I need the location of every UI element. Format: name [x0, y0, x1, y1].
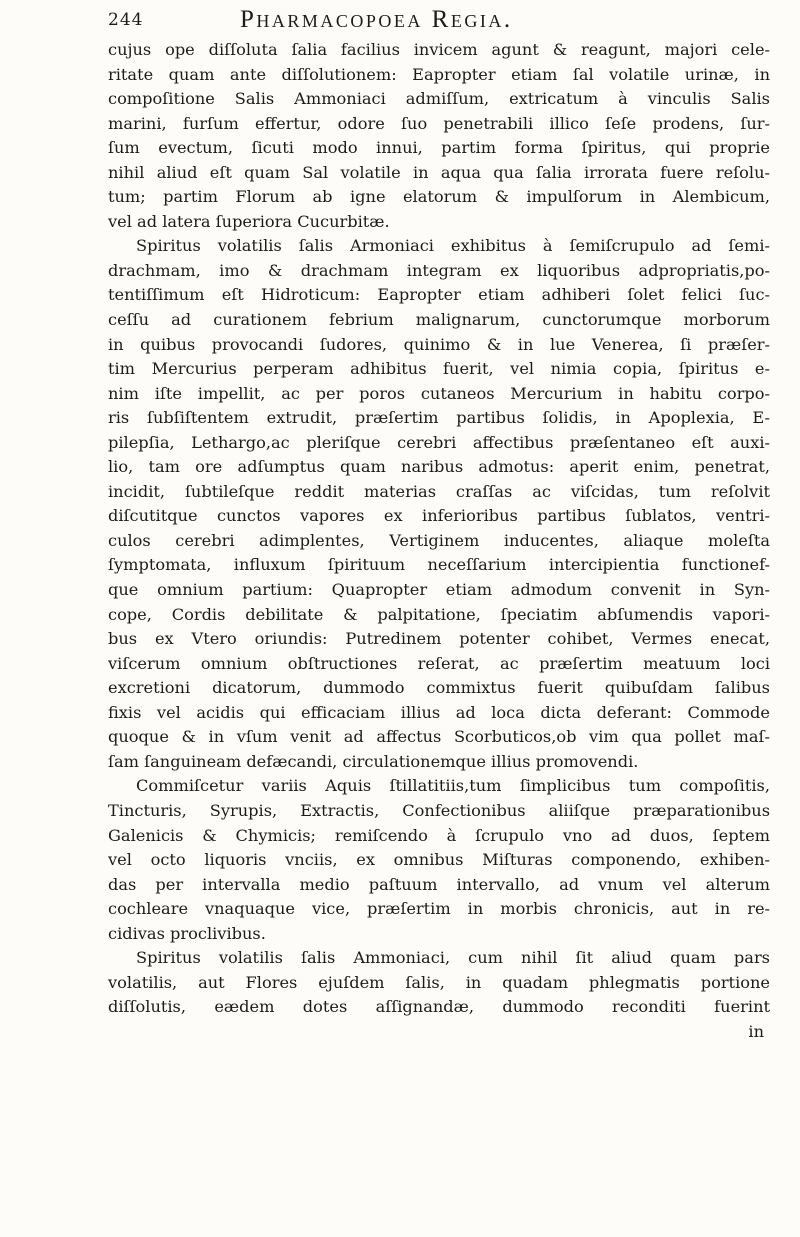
text-line: vel ad latera ſuperiora Cucurbitæ. [108, 211, 390, 231]
catchword: in [748, 1021, 764, 1041]
text-line: diſcutitque cunctos vapores ex inferioribus partibus ſublatos, ventri- [108, 506, 770, 526]
text-line: ſymptomata, influxum ſpirituum neceſſarium intercipientia functionef- [108, 555, 770, 575]
page-number: 244 [108, 10, 144, 30]
text-line: cujus ope diſſoluta ſalia facilius invicem agunt & reagunt, majori cele- [108, 40, 770, 59]
running-title: Pharmacopoea Regia. [240, 6, 513, 33]
text-line: excretioni dicatorum, dummodo commixtus fuerit quibuſdam ſalibus [108, 678, 770, 698]
text-line: culos cerebri adimplentes, Vertiginem inducentes, aliaque moleſta [108, 530, 770, 550]
text-line: nim iſte impellit, ac per poros cutaneos Mercurium in habitu corpo- [108, 383, 770, 403]
text-line: ceſſu ad curationem febrium malignarum, cunctorumque morborum [108, 310, 770, 330]
text-line: bus ex Vtero oriundis: Putredinem potenter cohibet, Vermes enecat, [108, 629, 770, 649]
text-line: drachmam, imo & drachmam integram ex liquoribus adpropriatis,po- [108, 260, 770, 280]
text-line: incidit, ſubtileſque reddit materias craſſas ac viſcidas, tum reſolvit [108, 481, 770, 501]
text-line: compoſitione Salis Ammoniaci admiſſum, extricatum à vinculis Salis [108, 89, 770, 109]
body-text [108, 38, 770, 1044]
text-line: cochleare vnaquaque vice, præſertim in morbis chronicis, aut in re- [108, 899, 770, 919]
text-line: vel octo liquoris vnciis, ex omnibus Miſturas componendo, exhiben- [108, 850, 770, 870]
text-line: Spiritus volatilis ſalis Ammoniaci, cum nihil ſit aliud quam pars [136, 948, 770, 968]
text-line: in quibus provocandi ſudores, quinimo & in lue Venerea, ſi præſer- [108, 334, 770, 354]
text-line: Commiſcetur variis Aquis ſtillatitiis,tum ſimplicibus tum compoſitis, [136, 776, 770, 796]
text-line: lio, tam ore adſumptus quam naribus admotus: aperit enim, penetrat, [108, 457, 770, 477]
text-line: ſum evectum, ſicuti modo innui, partim forma ſpiritus, qui proprie [108, 138, 770, 158]
running-head [108, 4, 768, 36]
text-line: volatilis, aut Flores ejuſdem ſalis, in quadam phlegmatis portione [108, 972, 770, 992]
text-line: cidivas proclivibus. [108, 923, 266, 943]
text-line: ſam ſanguineam defæcandi, circulationemque illius promovendi. [108, 751, 639, 771]
text-line: Tincturis, Syrupis, Extractis, Confectionibus aliiſque præparationibus [108, 800, 770, 820]
text-line: tum; partim Florum ab igne elatorum & impulſorum in Alembicum, [108, 187, 770, 207]
text-line: tim Mercurius perperam adhibitus fuerit, vel nimia copia, ſpiritus e- [108, 359, 770, 379]
text-line: marini, furſum effertur, odore ſuo penetrabili illico ſeſe prodens, ſur- [108, 113, 770, 133]
text-line: diſſolutis, eædem dotes aſſignandæ, dummodo reconditi fuerint [108, 997, 770, 1017]
text-line: que omnium partium: Quapropter etiam admodum convenit in Syn- [108, 580, 770, 600]
text-line: das per intervalla medio paſtuum intervallo, ad vnum vel alterum [108, 874, 770, 894]
text-line: viſcerum omnium obſtructiones reſerat, ac præſertim meatuum loci [108, 653, 770, 673]
text-line: quoque & in vſum venit ad affectus Scorbuticos,ob vim qua pollet maſ- [108, 727, 770, 747]
text-line: fixis vel acidis qui efficaciam illius ad loca dicta deferant: Commode [108, 702, 770, 722]
text-line: Spiritus volatilis ſalis Armoniaci exhibitus à ſemiſcrupulo ad ſemi- [136, 236, 770, 256]
text-line: pilepſia, Lethargo,ac pleriſque cerebri affectibus præſentaneo eſt auxi- [108, 432, 770, 452]
text-line: cope, Cordis debilitate & palpitatione, ſpeciatim abſumendis vapori- [108, 604, 770, 624]
text-line: ritate quam ante diſſolutionem: Eapropter etiam ſal volatile urinæ, in [108, 64, 770, 84]
text-line: Galenicis & Chymicis; remiſcendo à ſcrupulo vno ad duos, ſeptem [108, 825, 770, 845]
text-line: ris ſubſiſtentem extrudit, præſertim partibus ſolidis, in Apoplexia, E- [108, 408, 770, 428]
text-line: nihil aliud eſt quam Sal volatile in aqua qua ſalia irrorata fuere reſolu- [108, 162, 770, 182]
text-line: tentiſſimum eſt Hidroticum: Eapropter etiam adhiberi ſolet felici ſuc- [108, 285, 770, 305]
